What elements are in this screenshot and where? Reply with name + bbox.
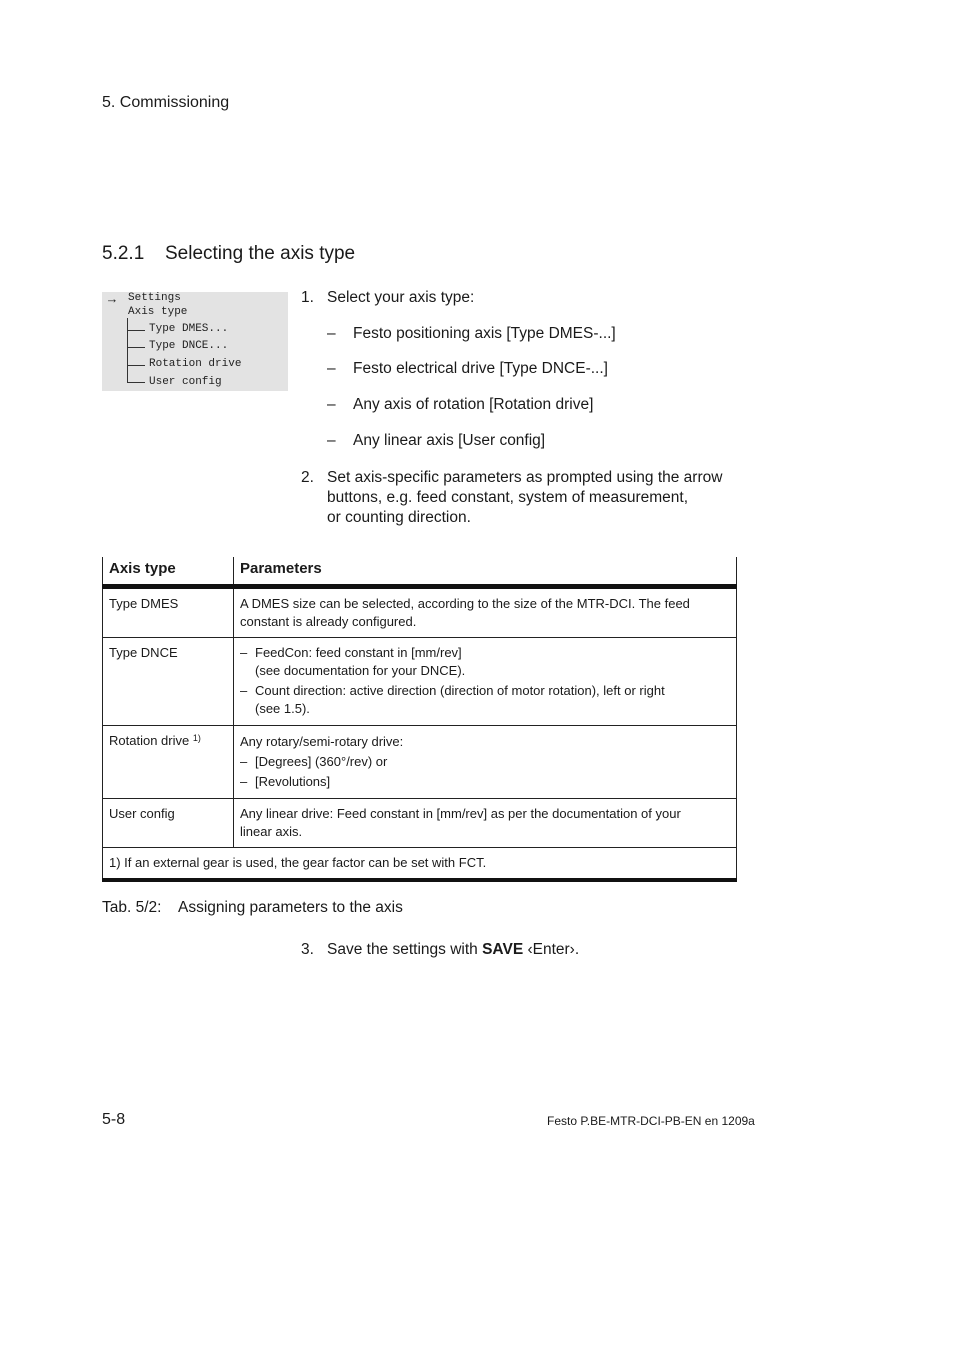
tree-branch <box>127 365 145 366</box>
cell-parameters <box>234 726 737 799</box>
section-heading <box>102 243 355 265</box>
cell-text: Rotation drive <box>109 733 190 748</box>
axis-option-text: Festo electrical drive [Type DNCE-...] <box>353 360 608 377</box>
section-title: Selecting the axis type <box>165 243 356 264</box>
table-footnote-row <box>103 848 737 881</box>
table-row <box>103 726 737 799</box>
dash-mark: – <box>327 432 336 449</box>
dash-mark: – <box>327 325 336 342</box>
table-header-row <box>103 557 737 587</box>
cell-line: Count direction: active direction (direction of motor rotation), left or right <box>255 683 665 698</box>
cell-line: A DMES size can be selected, according to the size of the MTR-DCI. The feed <box>240 596 690 611</box>
step-text <box>327 940 579 960</box>
cell-line: (see 1.5). <box>255 701 310 716</box>
cell-line: Any linear drive: Feed constant in [mm/rev] as per the documentation of your <box>240 806 681 821</box>
cell-axis-type <box>103 726 234 799</box>
table-footnote: 1) If an external gear is used, the gear factor can be set with FCT. <box>103 848 737 881</box>
step-text-line: or counting direction. <box>327 509 471 526</box>
list-item <box>240 752 730 772</box>
tree-branch <box>127 347 145 348</box>
dash-mark: – <box>240 645 248 660</box>
step-text: Select your axis type: <box>327 289 475 306</box>
footnote-marker: 1) <box>192 733 201 743</box>
dash-mark: – <box>240 683 248 698</box>
cell-axis-type: Type DMES <box>103 587 234 638</box>
table-caption <box>102 899 403 917</box>
cell-line: Any rotary/semi-rotary drive: <box>240 734 404 749</box>
step-text-line: Set axis-specific parameters as prompted using the arrow <box>327 469 723 486</box>
menu-item-rotation-drive: Rotation drive <box>149 358 242 370</box>
dash-mark: – <box>240 774 248 789</box>
cell-parameters <box>234 638 737 726</box>
list-item <box>240 772 730 792</box>
menu-item-type-dnce: Type DNCE... <box>149 340 229 352</box>
section-number: 5.2.1 <box>102 243 145 264</box>
dash-mark: – <box>327 360 336 377</box>
table-row <box>103 799 737 848</box>
cell-line: [Degrees] (360°/rev) or <box>255 754 388 769</box>
save-keyword: SAVE <box>482 941 524 958</box>
cell-axis-type: User config <box>103 799 234 848</box>
axis-parameters-table <box>102 557 737 882</box>
cell-line: constant is already configured. <box>240 614 417 629</box>
caption-text: Assigning parameters to the axis <box>178 899 403 916</box>
cell-parameters <box>234 799 737 848</box>
page-number: 5-8 <box>102 1111 126 1128</box>
cell-axis-type: Type DNCE <box>103 638 234 726</box>
list-item <box>240 644 730 680</box>
table-row <box>103 638 737 726</box>
step-number: 1. <box>301 289 314 306</box>
table-row <box>103 587 737 638</box>
tree-branch <box>127 330 145 331</box>
list-item <box>240 682 730 718</box>
menu-item-type-dmes: Type DMES... <box>149 323 229 335</box>
cell-line: linear axis. <box>240 824 303 839</box>
header-parameters: Parameters <box>234 557 737 587</box>
tree-branch <box>127 382 145 383</box>
axis-option-text: Festo positioning axis [Type DMES-...] <box>353 325 616 342</box>
step-text-prefix: Save the settings with <box>327 941 483 958</box>
arrow-right-icon: → <box>108 292 116 307</box>
menu-item-user-config: User config <box>149 376 222 388</box>
menu-sub: Axis type <box>128 306 188 318</box>
header-axis-type: Axis type <box>103 557 234 587</box>
cell-line: [Revolutions] <box>255 774 331 789</box>
step-number: 2. <box>301 469 314 486</box>
chapter-header: 5. Commissioning <box>102 94 230 111</box>
dash-mark: – <box>327 396 336 413</box>
cell-parameters <box>234 587 737 638</box>
cell-line: (see documentation for your DNCE). <box>255 663 466 678</box>
menu-display <box>102 292 288 391</box>
dash-mark: – <box>240 754 248 769</box>
step-text-suffix: ‹Enter›. <box>523 941 580 958</box>
menu-root: Settings <box>128 292 181 304</box>
axis-option-text: Any axis of rotation [Rotation drive] <box>353 396 594 413</box>
axis-option-text: Any linear axis [User config] <box>353 432 546 449</box>
step-text-line: buttons, e.g. feed constant, system of measurement, <box>327 489 688 506</box>
cell-line: FeedCon: feed constant in [mm/rev] <box>255 645 462 660</box>
tree-trunk <box>127 318 128 382</box>
document-id: Festo P.BE-MTR-DCI-PB-EN en 1209a <box>547 1114 755 1128</box>
step-number: 3. <box>301 941 314 958</box>
caption-label: Tab. 5/2: <box>102 899 162 916</box>
